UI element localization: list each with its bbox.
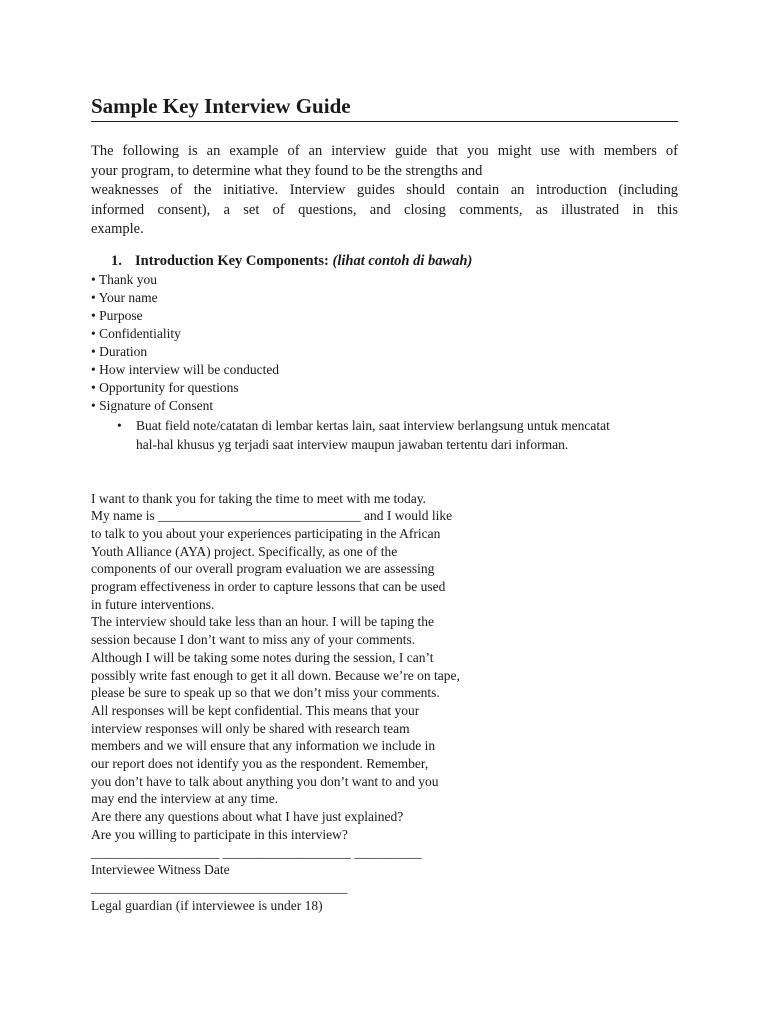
script-line: Are there any questions about what I have just explained? xyxy=(91,809,404,825)
field-note-line: hal-hal khusus yg terjadi saat interview maupun jawaban tertentu dari informan. xyxy=(136,436,569,452)
intro-line: your program, to determine what they found to be the strengths and xyxy=(91,162,483,179)
document-page xyxy=(91,94,678,914)
list-item: • Purpose xyxy=(91,307,678,325)
script-line: possibly write fast enough to get it all down. Because we’re on tape, xyxy=(91,667,460,683)
list-item: • Your name xyxy=(91,289,678,307)
script-line: to talk to you about your experiences participating in the African xyxy=(91,525,441,541)
intro-line: weaknesses of the initiative. Interview guides should contain an introduction (including xyxy=(91,182,678,198)
script-line: you don’t have to talk about anything you don’t want to and you xyxy=(91,773,439,789)
script-line: program effectiveness in order to capture lessons that can be used xyxy=(91,579,446,595)
signature-labels: Interviewee Witness Date xyxy=(91,862,230,878)
list-item: • Opportunity for questions xyxy=(91,379,678,397)
section-number: 1. xyxy=(111,252,122,269)
script-line: in future interventions. xyxy=(91,596,215,612)
intro-line: The following is an example of an interview guide that you might use with members of xyxy=(91,143,678,159)
list-item: • How interview will be conducted xyxy=(91,361,678,379)
section-subtitle: (lihat contoh di bawah) xyxy=(332,252,473,269)
script-line: All responses will be kept confidential. This means that your xyxy=(91,702,420,718)
list-item: • Signature of Consent xyxy=(91,397,678,415)
guardian-blank-line: ______________________________________ xyxy=(91,879,348,895)
script-line: session because I don’t want to miss any of your comments. xyxy=(91,632,416,648)
script-line: My name is ______________________________ and I would like xyxy=(91,508,453,524)
list-item: • Duration xyxy=(91,343,678,361)
intro-line: example. xyxy=(91,221,144,237)
section-heading xyxy=(111,252,678,271)
consent-script xyxy=(91,490,678,844)
script-line: I want to thank you for taking the time to meet with me today. xyxy=(91,490,427,506)
script-line: our report does not identify you as the respondent. Remember, xyxy=(91,756,429,772)
script-line: please be sure to speak up so that we don’t miss your comments. xyxy=(91,685,440,701)
page-title: Sample Key Interview Guide xyxy=(91,94,678,122)
field-note-item xyxy=(117,416,676,454)
components-list xyxy=(91,271,678,415)
guardian-label: Legal guardian (if interviewee is under 18) xyxy=(91,897,323,913)
bullet-icon: • xyxy=(117,417,122,433)
section-title: Introduction Key Components: xyxy=(135,252,329,269)
signature-block xyxy=(91,844,678,915)
list-item: • Confidentiality xyxy=(91,325,678,343)
script-line: Youth Alliance (AYA) project. Specifically, as one of the xyxy=(91,543,398,559)
signature-blank-line: ___________________ ___________________ __________ xyxy=(91,844,422,860)
intro-paragraph xyxy=(91,142,678,240)
field-note-line: Buat field note/catatan di lembar kertas lain, saat interview berlangsung untuk mencatat xyxy=(136,417,610,433)
script-line: Although I will be taking some notes during the session, I can’t xyxy=(91,649,434,665)
script-line: may end the interview at any time. xyxy=(91,791,279,807)
script-line: The interview should take less than an hour. I will be taping the xyxy=(91,614,435,630)
intro-line: informed consent), a set of questions, and closing comments, as illustrated in this xyxy=(91,201,678,218)
script-line: Are you willing to participate in this interview? xyxy=(91,826,348,842)
script-line: interview responses will only be shared with research team xyxy=(91,720,410,736)
list-item: • Thank you xyxy=(91,271,678,289)
script-line: components of our overall program evaluation we are assessing xyxy=(91,561,435,577)
script-line: members and we will ensure that any information we include in xyxy=(91,738,436,754)
